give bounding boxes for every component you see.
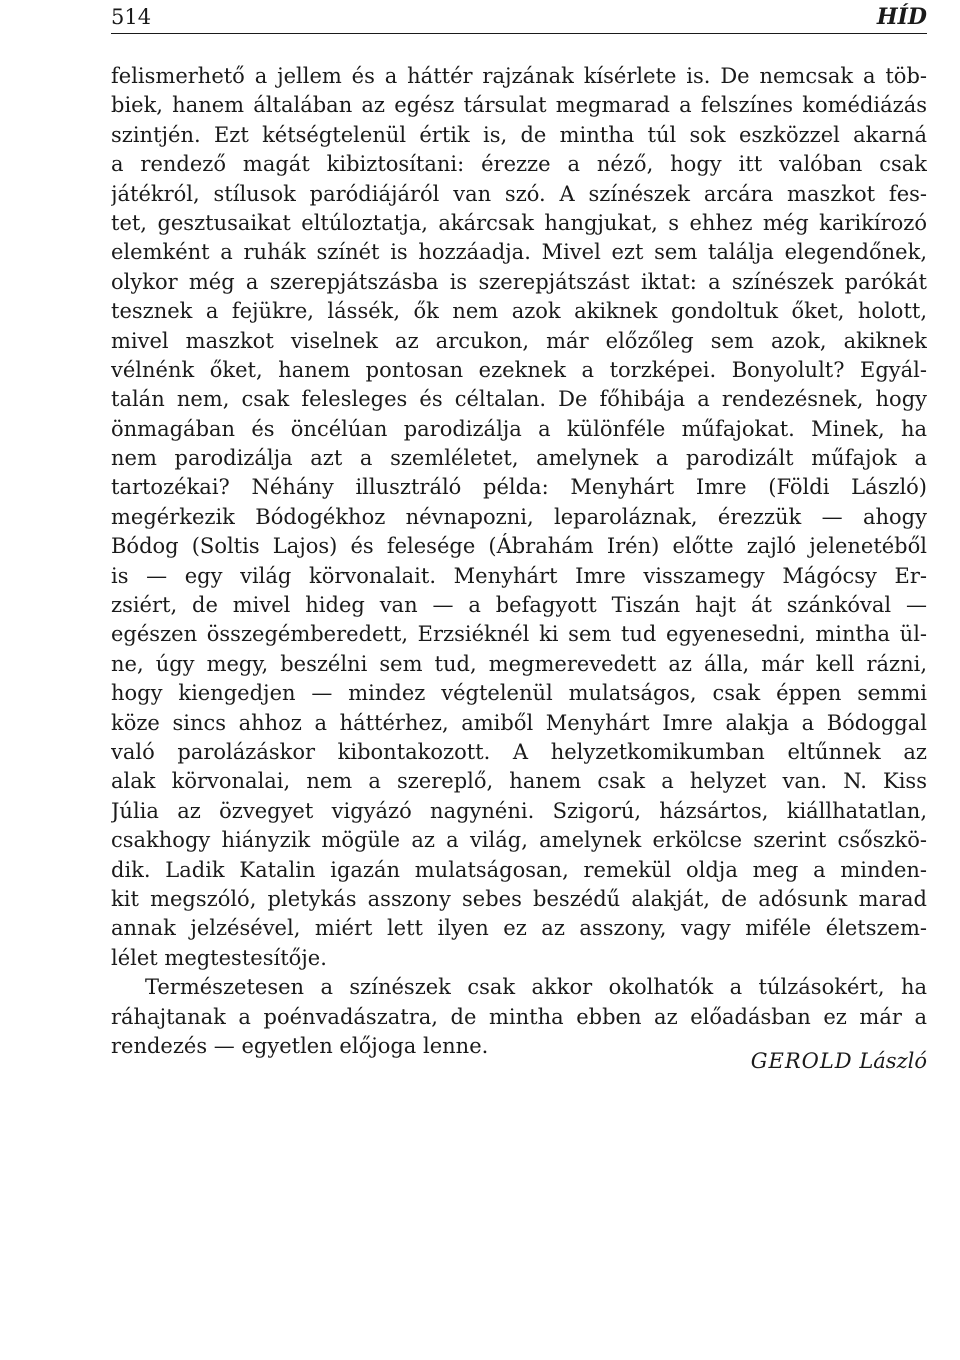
text-line: zsiért, de mivel hideg van — a befagyott Tiszán hajt át szánkóval — — [111, 593, 927, 618]
text-line: hogy kiengedjen — mindez végtelenül mulatságos, csak éppen semmi — [111, 681, 927, 706]
text-line: ráhajtanak a poénvadászatra, de mintha ebben az előadásban ez már a — [111, 1004, 927, 1029]
text-line: felismerhető a jellem és a háttér rajzának kísérlete is. De nemcsak a töb- — [111, 64, 927, 88]
text-line: való parolázáskor kibontakozott. A helyzetkomikumban eltűnnek az — [111, 739, 927, 764]
text-line: is — egy világ körvonalait. Menyhárt Imre visszamegy Mágócsy Er- — [111, 563, 927, 588]
text-line: játékról, stílusok paródiájáról van szó. A színészek arcára maszkot fes- — [111, 181, 927, 206]
author-surname: GEROLD — [750, 1049, 853, 1073]
author-signature — [751, 1046, 927, 1076]
paragraph — [111, 62, 927, 973]
text-line: tesznek a fejükre, lássék, ők nem azok akiknek gondoltuk őket, holott, — [111, 299, 927, 324]
text-line: ne, úgy megy, beszélni sem tud, megmerevedett az álla, már kell rázni, — [111, 651, 927, 676]
text-line: annak jelzésével, miért lett ilyen ez az asszony, vagy miféle életszem- — [111, 916, 927, 941]
text-line: csakhogy hiányzik mögüle az a világ, amelynek erkölcse szerint csőszkö- — [111, 828, 927, 853]
text-line: nem parodizálja azt a szemléletet, amelynek a parodizált műfajok a — [111, 446, 927, 471]
text-line: Természetesen a színészek csak akkor okolhatók a túlzásokért, ha — [145, 975, 927, 1000]
text-line: mivel maszkot viselnek az arcukon, már előzőleg sem azok, akiknek — [111, 328, 927, 353]
text-line: megérkezik Bódogékhoz névnapozni, leparoláznak, érezzük — ahogy — [111, 504, 927, 529]
journal-name: HÍD — [876, 4, 927, 30]
text-line: olykor még a szerepjátszásba is szerepjátszást iktat: a színészek parókát — [111, 269, 927, 294]
header-rule — [111, 33, 927, 34]
text-line: elemként a ruhák színét is hozzáadja. Mivel ezt sem találja elegendőnek, — [111, 240, 927, 265]
article-body — [111, 62, 927, 1061]
text-line: a rendező magát kibiztosítani: érezze a néző, hogy itt valóban csak — [111, 152, 927, 177]
page-number: 514 — [111, 5, 152, 29]
text-line: lélet megtestesítője. — [111, 945, 327, 970]
text-line: vélnénk őket, hanem pontosan ezeknek a torzképei. Bonyolult? Egyál- — [111, 357, 927, 382]
text-line: biek, hanem általában az egész társulat megmarad a felszínes komédiázás — [111, 93, 927, 118]
running-head — [111, 4, 927, 34]
text-line: Júlia az özvegyet vigyázó nagynéni. Szigorú, házsártos, kiállhatatlan, — [111, 798, 927, 823]
text-line: köze sincs ahhoz a háttérhez, amiből Menyhárt Imre alakja a Bódoggal — [111, 710, 927, 735]
text-line: egészen összegémberedett, Erzsiéknél ki sem tud egyenesedni, mintha ül- — [111, 622, 927, 647]
author-given-name: László — [859, 1049, 927, 1073]
text-line: dik. Ladik Katalin igazán mulatságosan, remekül oldja meg a minden- — [111, 857, 927, 882]
text-line: alak körvonalai, nem a szereplő, hanem csak a helyzet van. N. Kiss — [111, 769, 927, 794]
text-line: tet, gesztusaikat eltúloztatja, akárcsak hangjukat, s ehhez még karikírozó — [111, 210, 927, 235]
text-line: tartozékai? Néhány illusztráló példa: Menyhárt Imre (Földi László) — [111, 475, 927, 500]
text-line: kit megszóló, pletykás asszony sebes beszédű alakját, de adósunk marad — [111, 886, 927, 911]
text-line: Bódog (Soltis Lajos) és felesége (Ábrahám Irén) előtte zajló jelenetéből — [111, 534, 927, 559]
text-line: rendezés — egyetlen előjoga lenne. — [111, 1033, 489, 1058]
text-line: önmagában és öncélúan parodizálja a különféle műfajokat. Minek, ha — [111, 416, 927, 441]
text-line: szintjén. Ezt kétségtelenül értik is, de mintha túl sok eszközzel akarná — [111, 122, 927, 147]
text-line: talán nem, csak felesleges és céltalan. De főhibája a rendezésnek, hogy — [111, 387, 927, 412]
